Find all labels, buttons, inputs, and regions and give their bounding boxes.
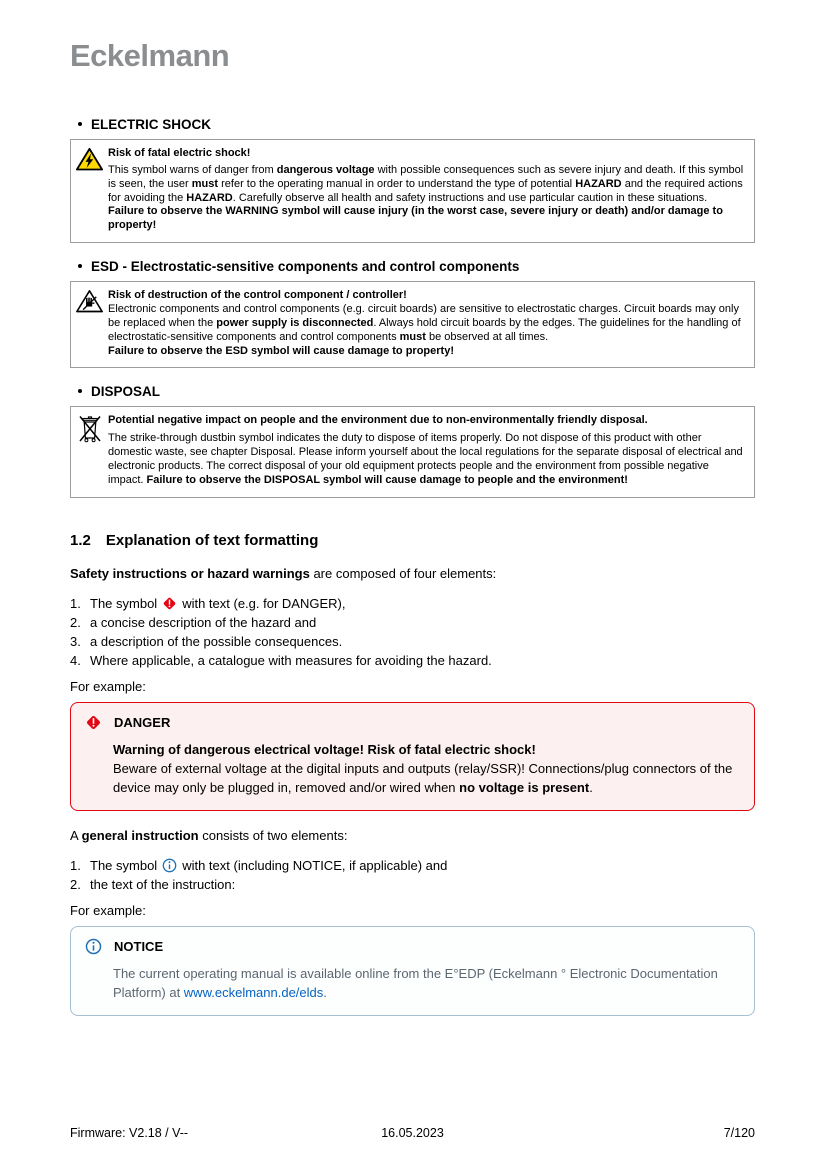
example-label: For example:: [70, 903, 146, 919]
page-footer: [70, 1126, 755, 1140]
example-label: For example:: [70, 679, 146, 695]
warning-box-text: [108, 140, 754, 242]
notice-box-title: NOTICE: [114, 939, 164, 955]
list-item: [70, 856, 755, 875]
warning-body: The strike-through dustbin symbol indicates the duty to dispose of items properly. Do not dispose of this product with other domestic waste, see chapter Disposal. Please inform yourself about the local regulations for the separate disposal of electrical and electronic products. The correct disposal of your old equipment protects people and the environment from possible negative impact. Failure to observe the DISPOSAL symbol will cause damage to people and the environment!: [108, 432, 743, 486]
list-item-text: the text of the instruction:: [90, 877, 236, 893]
list-item: [70, 875, 755, 894]
list-item: [70, 594, 755, 613]
list-number: 1.: [70, 595, 81, 611]
list-number: 1.: [70, 858, 81, 874]
list-number: 2.: [70, 877, 81, 893]
intro-paragraph-2: A general instruction consists of two elements:: [70, 827, 348, 843]
list-item: [70, 632, 755, 651]
intro-paragraph: Safety instructions or hazard warnings are composed of four elements:: [70, 565, 497, 581]
warning-box-text: [108, 407, 754, 496]
esd-warning-icon: [76, 289, 103, 313]
list-item: [70, 613, 755, 632]
warning-body: Electronic components and control components (e.g. circuit boards) are sensitive to electrostatic charges. Circuit boards may only be replaced when the power supply is disconnected. Always hold circuit boards by the edges. The guidelines for the handling of electrostatic-sensitive components and control components must be observed at all times.: [108, 303, 741, 343]
list-number: 3.: [70, 634, 81, 650]
danger-icon: [162, 596, 177, 611]
footer-page-number: 7/120: [723, 1126, 755, 1140]
bullet-heading-disposal: [78, 384, 755, 399]
list-item-text: a description of the possible consequences.: [90, 634, 343, 650]
section-heading: [70, 532, 755, 549]
esd-warning-box: [70, 281, 755, 368]
electric-shock-warning-box: [70, 139, 755, 243]
disposal-icon: [78, 414, 102, 444]
footer-firmware-version: Firmware: V2.18 / V--: [70, 1126, 189, 1140]
warning-icon-cell: [71, 140, 108, 242]
bullet-icon: [78, 122, 82, 126]
warning-consequence: Failure to observe the WARNING symbol will cause injury (in the worst case, severe injury or death) and/or damage to property!: [108, 205, 723, 232]
bullet-heading-label: ESD - Electrostatic-sensitive components and control components: [91, 259, 520, 275]
danger-example-box: [70, 702, 755, 811]
inline-link[interactable]: www.eckelmann.de/elds: [183, 985, 324, 1001]
info-icon: [85, 938, 102, 955]
warning-body: This symbol warns of danger from dangerous voltage with possible consequences such as severe injury and death. If this symbol is seen, the user must refer to the operating manual in order to understand the type of potential HAZARD and the required actions for avoiding the HAZARD. Carefully observe all health and safety instructions and use particular caution in these situations.: [108, 163, 744, 204]
list-item-text: The symbol with text (including NOTICE, if applicable) and: [90, 858, 448, 874]
list-item-text: The symbol with text (e.g. for DANGER),: [90, 595, 346, 611]
warning-title: Potential negative impact on people and the environment due to non-environmentally friendly disposal.: [108, 414, 648, 427]
danger-box-header: [85, 714, 738, 731]
electric-shock-warning-icon: [76, 147, 103, 171]
bullet-heading-label: DISPOSAL: [91, 384, 161, 400]
danger-box-title: DANGER: [114, 715, 171, 731]
section-number: 1.2: [70, 531, 91, 549]
footer-date: 16.05.2023: [381, 1126, 444, 1140]
notice-text: The current operating manual is available online from the E°EDP (Eckelmann ° Electronic Documentation Platform) at www.eckelmann.de/elds.: [113, 966, 718, 1001]
warning-title: Risk of fatal electric shock!: [108, 147, 251, 159]
danger-box-body: [113, 741, 738, 798]
list-item-text: a concise description of the hazard and: [90, 615, 317, 631]
info-icon: [162, 858, 177, 873]
hazard-elements-list: [70, 594, 755, 670]
warning-icon-cell: [71, 282, 108, 367]
disposal-warning-box: [70, 406, 755, 497]
list-item: [70, 651, 755, 670]
instruction-elements-list: [70, 856, 755, 894]
notice-example-box: [70, 926, 755, 1016]
danger-icon: [85, 714, 102, 731]
notice-box-body: [113, 965, 738, 1003]
bullet-heading-label: ELECTRIC SHOCK: [91, 117, 212, 132]
warning-icon-cell: [71, 407, 108, 496]
bullet-icon: [78, 264, 82, 268]
danger-measure-line: Beware of external voltage at the digital inputs and outputs (relay/SSR)! Connections/plug connectors of the device may only be plugged in, removed and/or wired when no voltage is present.: [113, 761, 733, 796]
list-item-text: Where applicable, a catalogue with measures for avoiding the hazard.: [90, 653, 492, 669]
section-title: Explanation of text formatting: [105, 531, 319, 549]
warning-consequence: Failure to observe the ESD symbol will cause damage to property!: [108, 344, 454, 357]
notice-box-header: [85, 938, 738, 955]
bullet-icon: [78, 389, 82, 393]
list-number: 2.: [70, 615, 81, 631]
warning-box-text: [108, 282, 754, 367]
bullet-heading-electric-shock: [78, 117, 755, 132]
bullet-heading-esd: [78, 259, 755, 274]
warning-title: Risk of destruction of the control component / controller!: [108, 289, 407, 302]
danger-warning-line: Warning of dangerous electrical voltage! Risk of fatal electric shock!: [113, 742, 536, 758]
list-number: 4.: [70, 653, 81, 669]
eckelmann-logo: Eckelmann: [70, 38, 230, 73]
